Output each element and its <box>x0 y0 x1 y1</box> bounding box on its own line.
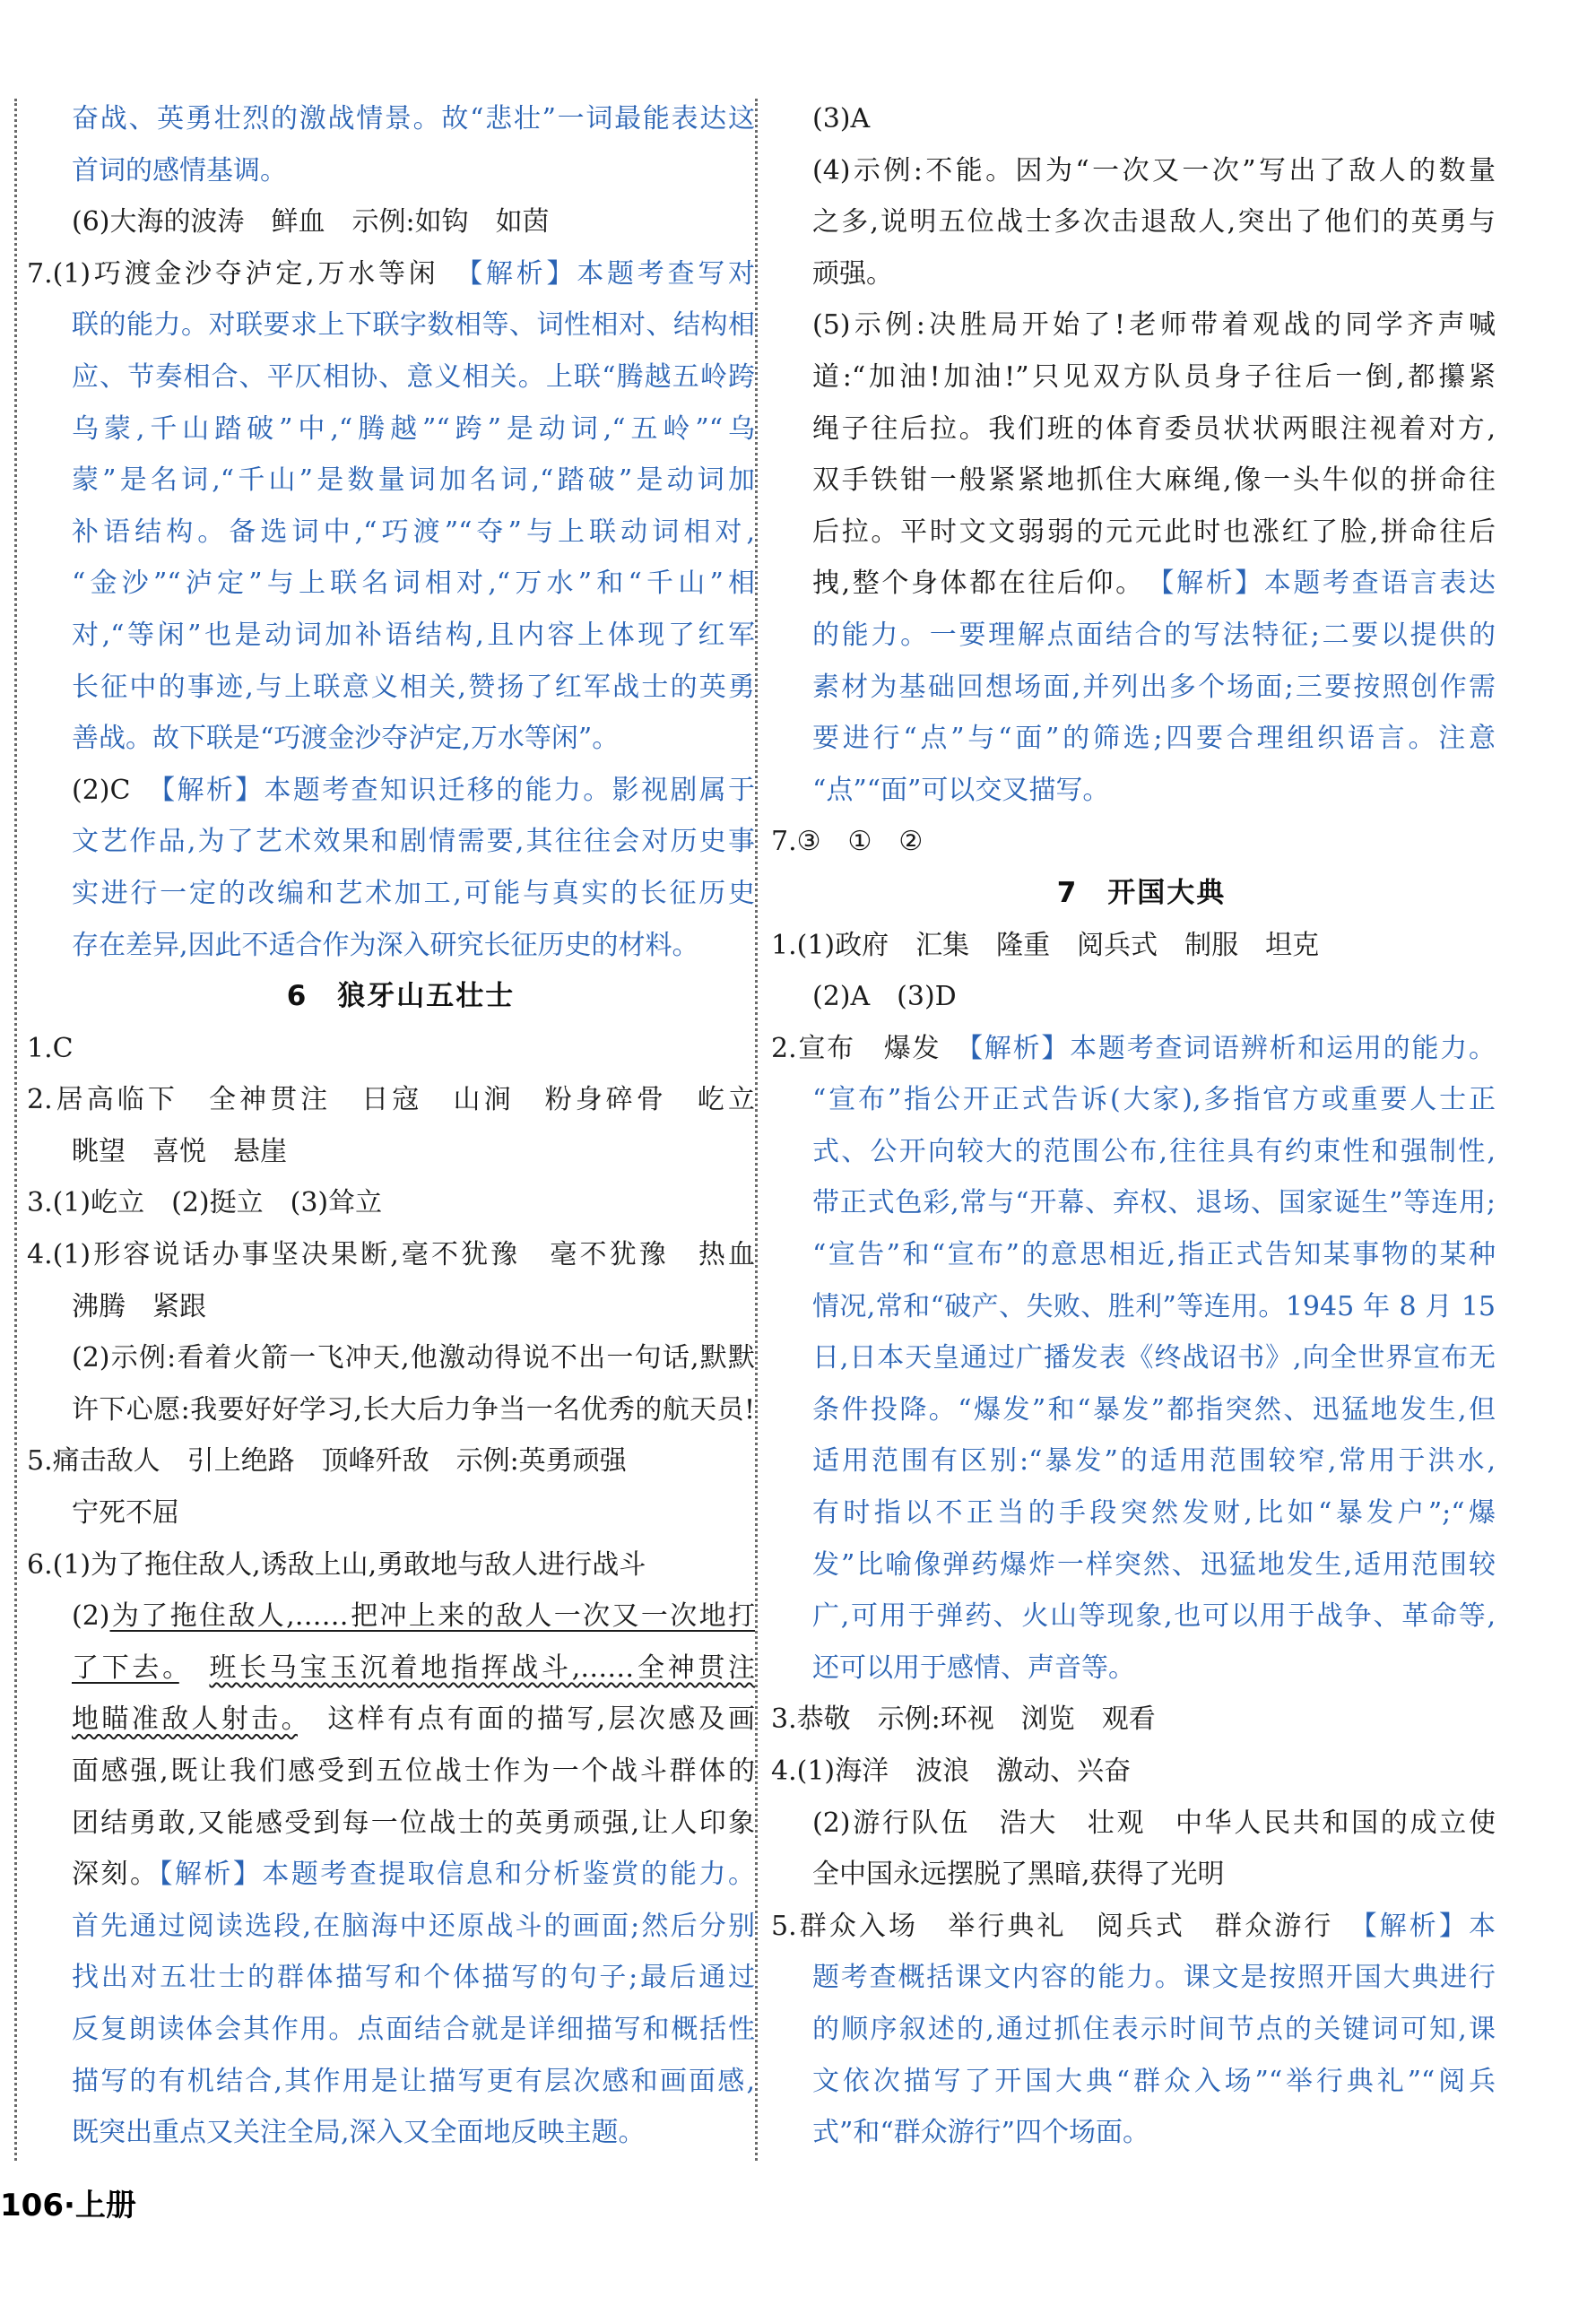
answer-line <box>771 920 1496 972</box>
answer-line <box>27 248 755 300</box>
line-text: (2)C <box>72 774 162 806</box>
line-text: 首词的感情基调。 <box>72 154 287 186</box>
line-text: 奋战、英勇壮烈的激战情景。故“悲壮”一词最能表达这 <box>72 103 755 134</box>
line-text: 还可以用于感情、声音等。 <box>812 1651 1135 1684</box>
line-text: 找出对五壮士的群体描写和个体描写的句子;最后通过 <box>72 1962 755 1994</box>
analysis-text: 【解析】本题考查写对 <box>469 257 756 290</box>
answer-line <box>27 1177 755 1229</box>
line-text: (4)示例:不能。因为“一次又一次”写出了敌人的数量 <box>812 154 1496 186</box>
analysis-line <box>47 145 755 197</box>
underlined-group-description: 了下去。 <box>72 1651 179 1684</box>
analysis-line <box>787 662 1496 714</box>
line-text: 首先通过阅读选段,在脑海中还原战斗的画面;然后分别 <box>72 1910 755 1942</box>
line-text: “点”“面”可以交叉描写。 <box>812 774 1110 806</box>
analysis-line <box>787 1229 1496 1281</box>
line-text: 全中国永远摆脱了黑暗,获得了光明 <box>812 1859 1225 1891</box>
line-text: 应、节奏相合、平仄相协、意义相关。上联“腾越五岭跨 <box>72 360 755 393</box>
line-text: 乌蒙,千山踏破”中,“腾越”“跨”是动词,“五岭”“乌 <box>72 412 755 445</box>
wavy-underlined-individual-description: 地瞄准敌人射击。 <box>72 1703 298 1736</box>
answer-line <box>771 1746 1496 1798</box>
line-text: 广,可用于弹药、火山等现象,也可以用于战争、革命等, <box>812 1600 1496 1633</box>
answer-line <box>787 1798 1496 1850</box>
analysis-line <box>47 558 755 610</box>
line-text: 宁死不屈 <box>72 1497 179 1530</box>
analysis-line <box>47 351 755 403</box>
line-text: 面感强,既让我们感受到五位战士作为一个战斗群体的 <box>72 1755 755 1787</box>
line-text: 眺望 喜悦 悬崖 <box>72 1135 287 1167</box>
line-text: 4.(1)形容说话办事坚决果断,毫不犹豫 毫不犹豫 热血 <box>27 1239 755 1271</box>
line-text: 联的能力。对联要求上下联字数相等、词性相对、结构相 <box>72 309 755 342</box>
column-divider <box>755 99 758 2161</box>
line-text: 有时指以不正当的手段突然发财,比如“暴发户”;“爆 <box>812 1497 1496 1530</box>
volume-label: 上册 <box>74 2188 136 2223</box>
answer-line <box>47 1281 755 1333</box>
analysis-text: 【解析】本题考查提取信息和分析鉴赏的能力。 <box>159 1859 756 1891</box>
analysis-line <box>47 2107 755 2159</box>
analysis-line <box>787 1074 1496 1126</box>
line-text: (6)大海的波涛 鲜血 示例:如钩 如茵 <box>72 206 550 238</box>
page-footer <box>0 2180 136 2224</box>
answer-line <box>47 196 755 248</box>
answer-line <box>47 1643 755 1695</box>
line-text: 许下心愿:我要好好学习,长大后力争当一名优秀的航天员! <box>72 1393 755 1426</box>
line-text: 6.(1)为了拖住敌人,诱敌上山,勇敢地与敌人进行战斗 <box>27 1548 646 1581</box>
line-text: 7.③ ① ② <box>771 826 924 858</box>
left-column <box>27 93 756 2159</box>
answer-line <box>787 558 1496 610</box>
line-text: 的顺序叙述的,通过抓住表示时间节点的关键词可知,课 <box>812 2013 1496 2045</box>
answer-line <box>787 93 1496 145</box>
answer-line <box>787 971 1496 1023</box>
analysis-line <box>787 1126 1496 1178</box>
line-text: 带正式色彩,常与“开幕、弃权、退场、国家诞生”等连用; <box>812 1187 1496 1219</box>
line-text: (5)示例:决胜局开始了!老师带着观战的同学齐声喊 <box>812 309 1496 342</box>
answer-line <box>787 455 1496 507</box>
answer-line <box>27 1229 755 1281</box>
answer-line <box>787 145 1496 197</box>
analysis-line <box>47 2056 755 2108</box>
line-text: (3)A <box>812 103 871 134</box>
line-text: 要进行“点”与“面”的筛选;四要合理组织语言。注意 <box>812 723 1496 755</box>
analysis-line <box>47 713 755 765</box>
line-text: 沸腾 紧跟 <box>72 1290 206 1322</box>
analysis-line <box>787 2056 1496 2108</box>
analysis-line <box>47 299 755 351</box>
line-text: 后拉。平时文文弱弱的元元此时也涨红了脸,拼命往后 <box>812 516 1496 548</box>
answer-line <box>787 1849 1496 1901</box>
line-text: “宣告”和“宣布”的意思相近,指正式告知某事物的某种 <box>812 1239 1496 1271</box>
answer-line <box>787 299 1496 351</box>
analysis-line <box>47 816 755 868</box>
wavy-underlined-individual-description: 班长马宝玉沉着地指挥战斗,……全神贯注 <box>209 1651 756 1684</box>
line-text: 条件投降。“爆发”和“暴发”都指突然、迅猛地发生,但 <box>812 1393 1496 1426</box>
line-text: 双手铁钳一般紧紧地抓住大麻绳,像一头牛似的拼命往 <box>812 464 1496 497</box>
line-text: 对,“等闲”也是动词加补语结构,且内容上体现了红军 <box>72 619 755 651</box>
answer-line <box>771 1694 1496 1746</box>
answer-line <box>47 1487 755 1539</box>
analysis-line <box>47 1901 755 1953</box>
line-text: 5.群众入场 举行典礼 阅兵式 群众游行 <box>771 1910 1364 1942</box>
analysis-text: 【解析】本题考查词语辨析和运用的能力。 <box>969 1032 1496 1064</box>
analysis-line <box>787 1281 1496 1333</box>
analysis-line <box>787 2107 1496 2159</box>
analysis-line <box>787 2004 1496 2056</box>
line-text: 适用范围有区别:“暴发”的适用范围较窄,常用于洪水, <box>812 1445 1496 1478</box>
answer-line <box>787 403 1496 455</box>
analysis-line <box>787 713 1496 765</box>
answer-line <box>47 765 755 817</box>
analysis-line <box>787 1332 1496 1384</box>
answer-line <box>47 1746 755 1798</box>
answer-line <box>47 1332 755 1384</box>
analysis-line <box>47 610 755 662</box>
line-text: 之多,说明五位战士多次击退敌人,突出了他们的英勇与 <box>812 206 1496 238</box>
line-text: 蒙”是名词,“千山”是数量词加名词,“踏破”是动词加 <box>72 464 755 497</box>
line-text: (2)示例:看着火箭一飞冲天,他激动得说不出一句话,默默 <box>72 1342 755 1374</box>
analysis-line <box>787 1591 1496 1643</box>
analysis-line <box>787 610 1496 662</box>
line-text: 2.居高临下 全神贯注 日寇 山涧 粉身碎骨 屹立 <box>27 1084 755 1116</box>
answer-line <box>47 1591 755 1643</box>
line-text: 补语结构。备选词中,“巧渡”“夺”与上联动词相对, <box>72 516 755 548</box>
line-text: 1.C <box>27 1032 74 1064</box>
line-text: 团结勇敢,又能感受到每一位战士的英勇顽强,让人印象 <box>72 1807 755 1839</box>
answer-line <box>47 1384 755 1436</box>
line-text: 长征中的事迹,与上联意义相关,赞扬了红军战士的英勇 <box>72 671 755 703</box>
line-text: 存在差异,因此不适合作为深入研究长征历史的材料。 <box>72 929 699 961</box>
footer-separator: · <box>63 2188 75 2223</box>
line-text: 2.宣布 爆发 <box>771 1032 970 1064</box>
line-text: 反复朗读体会其作用。点面结合就是详细描写和概括性 <box>72 2013 755 2045</box>
line-text: 3.(1)屹立 (2)挺立 (3)耸立 <box>27 1187 383 1219</box>
analysis-line <box>787 1643 1496 1695</box>
analysis-line <box>47 662 755 714</box>
analysis-line <box>47 1952 755 2004</box>
analysis-line <box>787 1177 1496 1229</box>
line-text: 的能力。一要理解点面结合的写法特征;二要以提供的 <box>812 619 1496 651</box>
line-text: 题考查概括课文内容的能力。课文是按照开国大典进行 <box>812 1962 1496 1994</box>
answer-line <box>27 1435 755 1487</box>
analysis-line <box>47 2004 755 2056</box>
line-text: 文依次描写了开国大典“群众入场”“举行典礼”“阅兵 <box>812 2065 1496 2097</box>
line-text: (2)A (3)D <box>812 981 957 1013</box>
answer-line <box>787 248 1496 300</box>
analysis-line <box>47 455 755 507</box>
analysis-line <box>787 1539 1496 1591</box>
line-text: 道:“加油!加油!”只见双方队员身子往后一倒,都攥紧 <box>812 360 1496 393</box>
line-text-continued: 这样有点有面的描写,层次感及画 <box>297 1703 756 1736</box>
answer-line <box>771 1023 1496 1075</box>
line-text: “宣布”指公开正式告诉(大家),多指官方或重要人士正 <box>812 1084 1496 1116</box>
answer-line <box>27 1074 755 1126</box>
answer-line <box>787 507 1496 559</box>
left-margin-divider <box>14 99 17 2161</box>
analysis-line <box>47 403 755 455</box>
answer-line <box>47 1798 755 1850</box>
analysis-line <box>787 1487 1496 1539</box>
line-text: 3.恭敬 示例:环视 浏览 观看 <box>771 1703 1156 1736</box>
analysis-line <box>47 920 755 972</box>
line-text: 实进行一定的改编和艺术加工,可能与真实的长征历史 <box>72 877 755 909</box>
line-text: 描写的有机结合,其作用是让描写更有层次感和画面感, <box>72 2065 755 2097</box>
right-column <box>771 93 1496 2159</box>
line-text: 发”比喻像弹药爆炸一样突然、迅猛地发生,适用范围较 <box>812 1548 1496 1581</box>
line-text: 顽强。 <box>812 257 893 290</box>
line-text: 文艺作品,为了艺术效果和剧情需要,其往往会对历史事 <box>72 826 755 858</box>
section-title: 7 开国大典 <box>1056 876 1227 909</box>
answer-line <box>47 1694 755 1746</box>
answer-line <box>47 1126 755 1178</box>
line-text: 绳子往后拉。我们班的体育委员状状两眼注视着对方, <box>812 412 1496 445</box>
line-text: 情况,常和“破产、失败、胜利”等连用。1945 年 8 月 15 <box>812 1290 1496 1322</box>
section-title: 6 狼牙山五壮士 <box>286 980 516 1013</box>
line-text: “金沙”“泸定”与上联名词相对,“万水”和“千山”相 <box>72 568 755 600</box>
line-text: 式、公开向较大的范围公布,往往具有约束性和强制性, <box>812 1135 1496 1167</box>
line-text: 5.痛击敌人 引上绝路 顶峰歼敌 示例:英勇顽强 <box>27 1445 627 1478</box>
analysis-text: 【解析】本题考查知识迁移的能力。影视剧属于 <box>161 774 756 806</box>
analysis-line <box>787 1952 1496 2004</box>
line-text: 拽,整个身体都在往后仰。 <box>812 568 1161 600</box>
line-text: (2)游行队伍 浩大 壮观 中华人民共和国的成立使 <box>812 1807 1496 1839</box>
line-text: 既突出重点又关注全局,深入又全面地反映主题。 <box>72 2117 646 2149</box>
answer-line <box>787 351 1496 403</box>
line-text: 1.(1)政府 汇集 隆重 阅兵式 制服 坦克 <box>771 929 1320 961</box>
analysis-line <box>787 1384 1496 1436</box>
analysis-line <box>47 507 755 559</box>
page-number: 106 <box>0 2188 64 2223</box>
answer-line <box>27 1023 755 1075</box>
line-text: 4.(1)海洋 波浪 激动、兴奋 <box>771 1755 1132 1787</box>
line-text: 素材为基础回想场面,并列出多个场面;三要按照创作需 <box>812 671 1496 703</box>
answer-line <box>771 1901 1496 1953</box>
answer-line <box>787 196 1496 248</box>
line-text: 式”和“群众游行”四个场面。 <box>812 2117 1150 2149</box>
analysis-line <box>47 93 755 145</box>
analysis-line <box>47 868 755 920</box>
analysis-text: 【解析】本 <box>1363 1910 1496 1942</box>
underlined-group-description: 为了拖住敌人,……把冲上来的敌人一次又一次地打 <box>109 1600 755 1633</box>
analysis-line <box>787 1435 1496 1487</box>
line-text: 善战。故下联是“巧渡金沙夺泸定,万水等闲”。 <box>72 723 620 755</box>
answer-line <box>27 1539 755 1591</box>
line-text: 7.(1)巧渡金沙夺泸定,万水等闲 <box>27 257 470 290</box>
line-text: (2) <box>72 1600 110 1633</box>
answer-line <box>47 1849 755 1901</box>
line-text: 日,日本天皇通过广播发表《终战诏书》,向全世界宣布无 <box>812 1342 1496 1374</box>
analysis-text: 【解析】本题考查语言表达 <box>1160 568 1496 600</box>
analysis-line <box>787 765 1496 817</box>
spacer-text <box>179 1652 210 1684</box>
line-text: 深刻。 <box>72 1859 160 1891</box>
answer-line <box>771 816 1496 868</box>
